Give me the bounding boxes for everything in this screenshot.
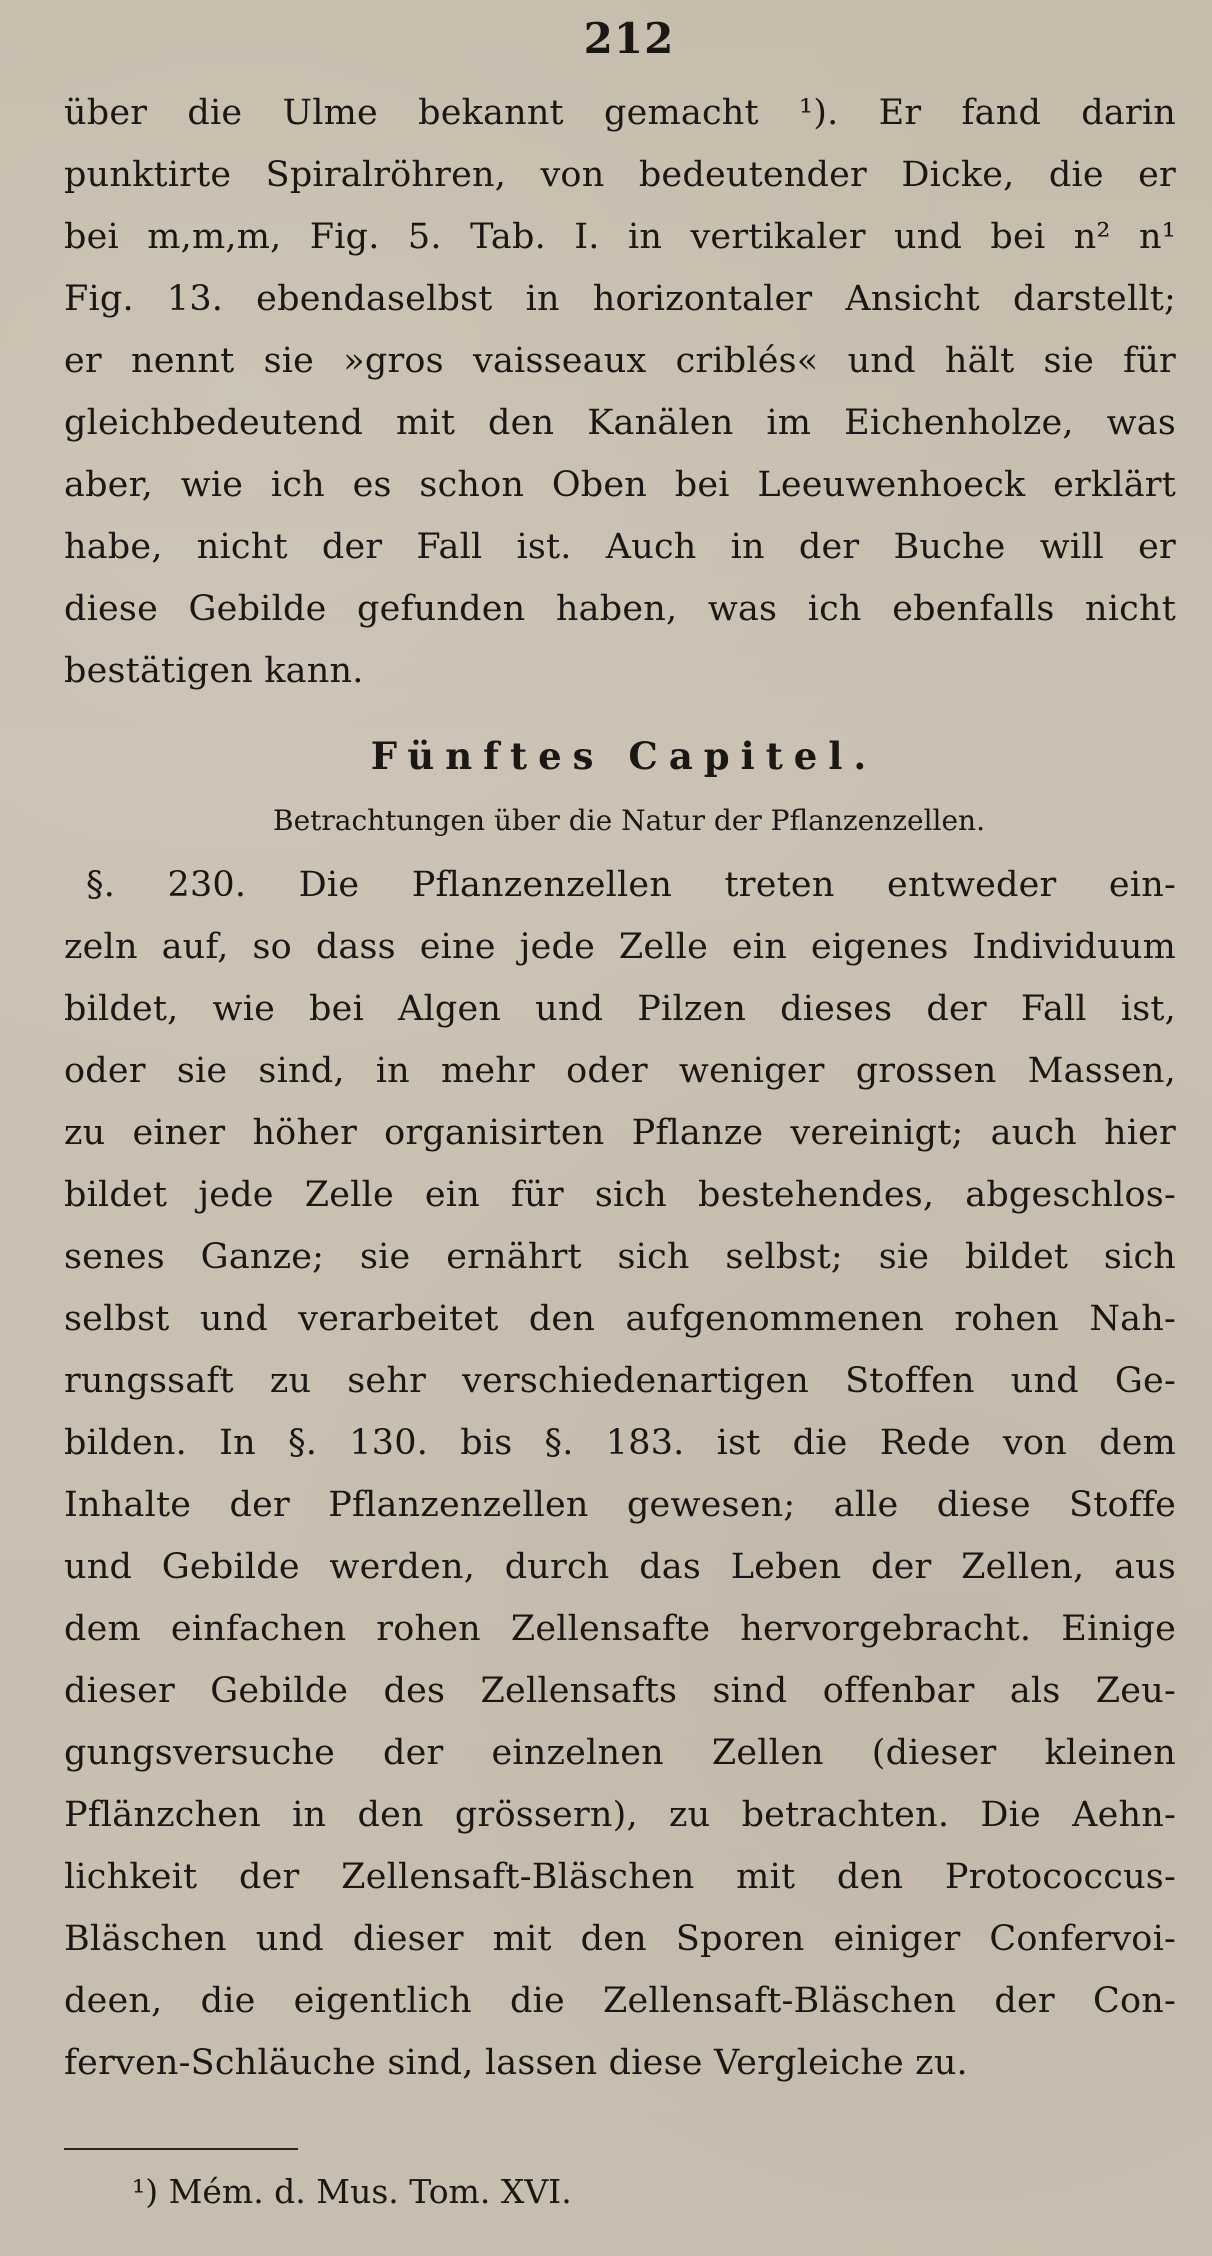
text-line: punktirte Spiralröhren, von bedeutender Dicke, die er <box>64 155 1176 195</box>
text-line: gungsversuche der einzelnen Zellen (dieser kleinen <box>64 1732 1176 1773</box>
text-line: bildet, wie bei Algen und Pilzen dieses der Fall ist, <box>64 988 1176 1029</box>
text-line: Pflänzchen in den grössern), zu betrachten. Die Aehn- <box>64 1794 1176 1835</box>
text-line: selbst und verarbeitet den aufgenommenen rohen Nah- <box>64 1298 1176 1339</box>
page-number: 212 <box>583 14 675 63</box>
text-line: und Gebilde werden, durch das Leben der Zellen, aus <box>64 1546 1176 1587</box>
text-line: habe, nicht der Fall ist. Auch in der Buche will er <box>64 527 1176 567</box>
text-line: deen, die eigentlich die Zellensaft-Bläschen der Con- <box>64 1980 1176 2021</box>
chapter-title: Fünftes Capitel. <box>370 734 878 778</box>
footnote: ¹) Mém. d. Mus. Tom. XVI. <box>132 2171 572 2211</box>
chapter-subtitle: Betrachtungen über die Natur der Pflanzenzellen. <box>273 804 985 837</box>
text-line: senes Ganze; sie ernährt sich selbst; sie bildet sich <box>64 1236 1176 1277</box>
opening-paragraph <box>64 82 1176 702</box>
text-line: bilden. In §. 130. bis §. 183. ist die Rede von dem <box>64 1422 1176 1463</box>
text-line: diese Gebilde gefunden haben, was ich ebenfalls nicht <box>64 589 1176 629</box>
text-line: ferven-Schläuche sind, lassen diese Vergleiche zu. <box>64 2042 968 2083</box>
text-line: dem einfachen rohen Zellensafte hervorgebracht. Einige <box>64 1608 1176 1649</box>
text-line: gleichbedeutend mit den Kanälen im Eichenholze, was <box>64 403 1176 443</box>
footnote-rule <box>64 2148 298 2150</box>
text-line: Inhalte der Pflanzenzellen gewesen; alle diese Stoffe <box>64 1484 1176 1525</box>
text-line: er nennt sie »gros vaisseaux criblés« und hält sie für <box>64 341 1176 381</box>
text-line: rungssaft zu sehr verschiedenartigen Stoffen und Ge- <box>64 1360 1176 1401</box>
text-line: bildet jede Zelle ein für sich bestehendes, abgeschlos- <box>64 1174 1176 1215</box>
text-line: dieser Gebilde des Zellensafts sind offenbar als Zeu- <box>64 1670 1176 1711</box>
section-paragraph <box>64 854 1176 2094</box>
text-line: bei m,m,m, Fig. 5. Tab. I. in vertikaler und bei n² n¹ <box>64 217 1176 257</box>
page-content <box>64 14 1176 2211</box>
text-line: zeln auf, so dass eine jede Zelle ein eigenes Individuum <box>64 926 1176 967</box>
text-line: zu einer höher organisirten Pflanze vereinigt; auch hier <box>64 1112 1176 1153</box>
text-line: aber, wie ich es schon Oben bei Leeuwenhoeck erklärt <box>64 465 1176 505</box>
text-line: §. 230. Die Pflanzenzellen treten entweder ein- <box>86 864 1176 905</box>
text-line: Bläschen und dieser mit den Sporen einiger Confervoi- <box>64 1918 1176 1959</box>
text-line: Fig. 13. ebendaselbst in horizontaler Ansicht darstellt; <box>64 279 1176 319</box>
text-line: lichkeit der Zellensaft-Bläschen mit den Protococcus- <box>64 1856 1176 1897</box>
text-line: oder sie sind, in mehr oder weniger grossen Massen, <box>64 1050 1176 1091</box>
text-line: bestätigen kann. <box>64 651 364 691</box>
text-line: über die Ulme bekannt gemacht ¹). Er fand darin <box>64 93 1176 133</box>
